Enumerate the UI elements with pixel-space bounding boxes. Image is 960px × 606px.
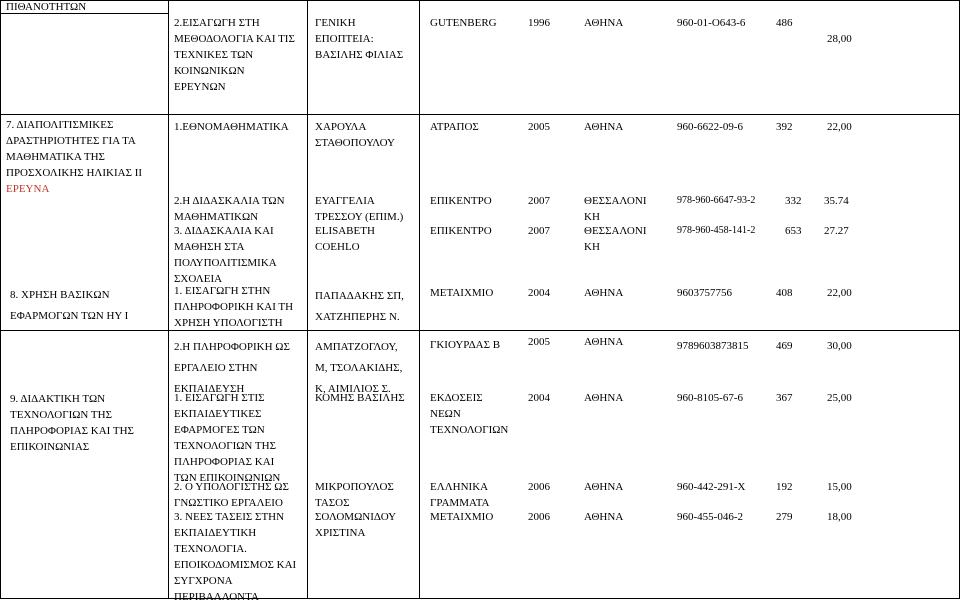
course-title: 8. ΧΡΗΣΗ ΒΑΣΙΚΩΝ ΕΦΑΡΜΟΓΩΝ ΤΩΝ ΗΥ Ι: [10, 289, 129, 322]
pages-cell: 653: [785, 225, 802, 237]
year-cell: 2007: [528, 225, 550, 237]
price-cell: 15,00: [827, 481, 852, 493]
pages-cell: 408: [776, 287, 793, 299]
unit-cell: 2.ΕΙΣΑΓΩΓΗ ΣΤΗ ΜΕΘΟΔΟΛΟΓΙΑ ΚΑΙ ΤΙΣ ΤΕΧΝΙΚΕΣ ΤΩΝ ΚΟΙΝΩΝΙΚΩΝ ΕΡΕΥΝΩΝ: [174, 17, 295, 93]
year-cell: 2006: [528, 481, 550, 493]
city-cell: ΑΘΗΝΑ: [584, 17, 624, 29]
publisher-cell: ΕΚΔΟΣΕΙΣ ΝΕΩΝ ΤΕΧΝΟΛΟΓΙΩΝ: [430, 392, 509, 436]
year-cell: 2007: [528, 195, 550, 207]
unit-cell: 3. ΝΕΕΣ ΤΑΣΕΙΣ ΣΤΗΝ ΕΚΠΑΙΔΕΥΤΙΚΗ ΤΕΧΝΟΛΟΓΙΑ. ΕΠΟΙΚΟΔΟΜΙΣΜΟΣ ΚΑΙ ΣΥΓΧΡΟΝΑ ΠΕΡΙΒΑΛΛΟΝΤΑ: [174, 511, 297, 603]
course-title: 9. ΔΙΔΑΚΤΙΚΗ ΤΩΝ ΤΕΧΝΟΛΟΓΙΩΝ ΤΗΣ ΠΛΗΡΟΦΟΡΙΑΣ ΚΑΙ ΤΗΣ ΕΠΙΚΟΙΝΩΝΙΑΣ: [10, 393, 134, 453]
isbn-cell: 9603757756: [677, 287, 732, 299]
publisher-cell: ΑΤΡΑΠΟΣ: [430, 121, 479, 133]
isbn-cell: 960-442-291-X: [677, 481, 746, 493]
unit-cell: 1.ΕΘΝΟΜΑΘΗΜΑΤΙΚΑ: [174, 121, 289, 133]
author-cell: ΜΙΚΡΟΠΟΥΛΟΣ ΤΑΣΟΣ: [315, 481, 394, 509]
isbn-cell: 9789603873815: [677, 340, 749, 352]
author-cell: ΧΑΡΟΥΛΑ ΣΤΑΘΟΠΟΥΛΟΥ: [315, 121, 395, 149]
pages-cell: 469: [776, 340, 793, 352]
price-cell: 22,00: [827, 121, 852, 133]
table-rule: [0, 0, 960, 1]
price-cell: 22,00: [827, 287, 852, 299]
table-rule: [0, 330, 960, 331]
unit-cell: 1. ΕΙΣΑΓΩΓΗ ΣΤΙΣ ΕΚΠΑΙΔΕΥΤΙΚΕΣ ΕΦΑΡΜΟΓΕΣ ΤΩΝ ΤΕΧΝΟΛΟΓΙΩΝ ΤΗΣ ΠΛΗΡΟΦΟΡΙΑΣ ΚΑΙ ΤΩΝ ΕΠΙΚΟΙΝΩΝΙΩΝ: [174, 392, 281, 484]
table-rule: [168, 0, 169, 599]
isbn-cell: 960-455-046-2: [677, 511, 743, 523]
table-rule: [0, 0, 1, 599]
city-cell: ΘΕΣΣΑΛΟΝΙ ΚΗ: [584, 195, 647, 223]
pages-cell: 279: [776, 511, 793, 523]
city-cell: ΑΘΗΝΑ: [584, 481, 624, 493]
year-cell: 2006: [528, 511, 550, 523]
isbn-cell: 960-6622-09-6: [677, 121, 743, 133]
pages-cell: 332: [785, 195, 802, 207]
price-cell: 27.27: [824, 225, 849, 237]
unit-cell: 1. ΕΙΣΑΓΩΓΗ ΣΤΗΝ ΠΛΗΡΟΦΟΡΙΚΗ ΚΑΙ ΤΗ ΧΡΗΣΗ ΥΠΟΛΟΓΙΣΤΗ: [174, 285, 294, 329]
city-cell: ΑΘΗΝΑ: [584, 392, 624, 404]
author-cell: ΚΟΜΗΣ ΒΑΣΙΛΗΣ: [315, 392, 405, 404]
price-cell: 28,00: [827, 33, 852, 45]
author-cell: ΓΕΝΙΚΗ ΕΠΟΠΤΕΙΑ: ΒΑΣΙΛΗΣ ΦΙΛΙΑΣ: [315, 17, 404, 61]
year-cell: 2005: [528, 336, 550, 348]
isbn-cell: 978-960-6647-93-2: [677, 195, 756, 206]
publisher-cell: GUTENBERG: [430, 17, 497, 29]
unit-cell: 2. Ο ΥΠΟΛΟΓΙΣΤΗΣ ΩΣ ΓΝΩΣΤΙΚΟ ΕΡΓΑΛΕΙΟ: [174, 481, 289, 509]
price-cell: 35.74: [824, 195, 849, 207]
pages-cell: 367: [776, 392, 793, 404]
price-cell: 30,00: [827, 340, 852, 352]
publisher-cell: ΜΕΤΑΙΧΜΙΟ: [430, 511, 494, 523]
isbn-cell: 978-960-458-141-2: [677, 225, 756, 236]
city-cell: ΑΘΗΝΑ: [584, 336, 624, 348]
author-cell: ELISABETH COEHLO: [315, 225, 375, 253]
table-rule: [0, 114, 960, 115]
course-title: 7. ΔΙΑΠΟΛΙΤΙΣΜΙΚΕΣ ΔΡΑΣΤΗΡΙΟΤΗΤΕΣ ΓΙΑ ΤΑ ΜΑΘΗΜΑΤΙΚΑ ΤΗΣ ΠΡΟΣΧΟΛΙΚΗΣ ΗΛΙΚΙΑΣ ΙΙ ΕΡΕΥΝΑ: [6, 118, 142, 198]
table-rule: [307, 0, 308, 599]
table-rule: [419, 0, 420, 599]
author-cell: ΕΥΑΓΓΕΛΙΑ ΤΡΕΣΣΟΥ (ΕΠΙΜ.): [315, 195, 404, 223]
pages-cell: 392: [776, 121, 793, 133]
price-cell: 25,00: [827, 392, 852, 404]
price-cell: 18,00: [827, 511, 852, 523]
publisher-cell: ΕΠΙΚΕΝΤΡΟ: [430, 195, 492, 207]
year-cell: 2004: [528, 287, 550, 299]
author-cell: ΣΟΛΟΜΩΝΙΔΟΥ ΧΡΙΣΤΙΝΑ: [315, 511, 397, 539]
city-cell: ΘΕΣΣΑΛΟΝΙ ΚΗ: [584, 225, 647, 253]
topic-cell: ΠΙΘΑΝΟΤΗΤΩΝ: [6, 1, 87, 13]
unit-cell: 3. ΔΙΔΑΣΚΑΛΙΑ ΚΑΙ ΜΑΘΗΣΗ ΣΤΑ ΠΟΛΥΠΟΛΙΤΙΣΜΙΚΑ ΣΧΟΛΕΙΑ: [174, 225, 277, 285]
author-cell: ΑΜΠΑΤΖΟΓΛΟΥ, Μ, ΤΣΟΛΑΚΙΔΗΣ, Κ, ΑΙΜΙΛΙΟΣ Σ.: [315, 341, 403, 395]
pages-cell: 192: [776, 481, 793, 493]
unit-cell: 2.Η ΠΛΗΡΟΦΟΡΙΚΗ ΩΣ ΕΡΓΑΛΕΙΟ ΣΤΗΝ ΕΚΠΑΙΔΕΥΣΗ: [174, 341, 290, 395]
highlighted-text: ΕΡΕΥΝΑ: [6, 182, 50, 195]
year-cell: 2004: [528, 392, 550, 404]
unit-cell: 2.Η ΔΙΔΑΣΚΑΛΙΑ ΤΩΝ ΜΑΘΗΜΑΤΙΚΩΝ: [174, 195, 285, 223]
publisher-cell: ΕΠΙΚΕΝΤΡΟ: [430, 225, 492, 237]
isbn-cell: 960-8105-67-6: [677, 392, 743, 404]
publisher-cell: ΓΚΙΟΥΡΔΑΣ Β: [430, 339, 501, 351]
pages-cell: 486: [776, 17, 793, 29]
city-cell: ΑΘΗΝΑ: [584, 287, 624, 299]
city-cell: ΑΘΗΝΑ: [584, 511, 624, 523]
isbn-cell: 960-01-O643-6: [677, 17, 746, 29]
author-cell: ΠΑΠΑΔΑΚΗΣ ΣΠ, ΧΑΤΖΗΠΕΡΗΣ Ν.: [315, 290, 404, 323]
publisher-cell: ΜΕΤΑΙΧΜΙΟ: [430, 287, 494, 299]
city-cell: ΑΘΗΝΑ: [584, 121, 624, 133]
publisher-cell: ΕΛΛΗΝΙΚΑ ΓΡΑΜΜΑΤΑ: [430, 481, 490, 509]
year-cell: 2005: [528, 121, 550, 133]
year-cell: 1996: [528, 17, 550, 29]
